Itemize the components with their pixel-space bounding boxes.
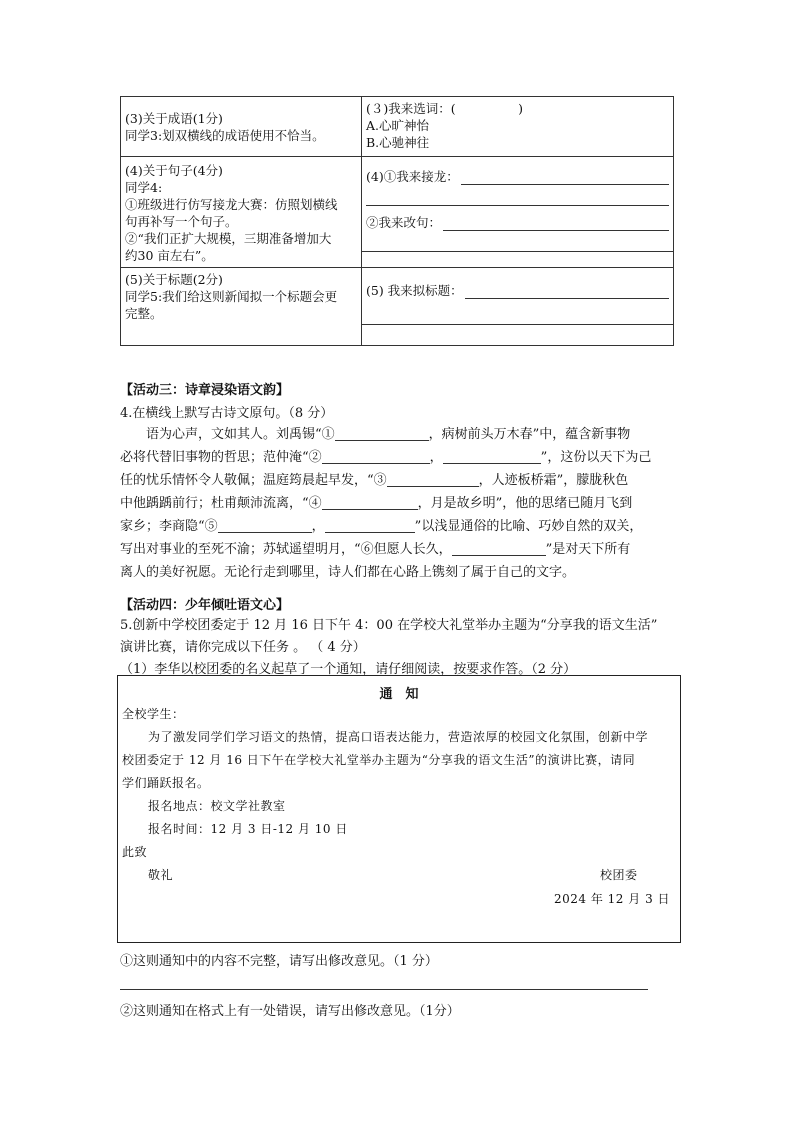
cell-text: ②我来改句： (366, 215, 442, 230)
passage-text: 语为心声，文如其人。刘禹锡“① (146, 427, 335, 442)
cell-text: 句再补写一个句子。 (125, 214, 238, 229)
activity3-heading: 【活动三：诗章浸染语文韵】 (120, 383, 290, 398)
cell-text: 同学3:划双横线的成语使用不恰当。 (125, 128, 325, 143)
cell-text: (4)关于句子(4分) (125, 163, 223, 178)
notice-body-line: 为了激发同学们学习语文的热情，提高口语表达能力，营造浓厚的校园文化氛围，创新中学 (148, 730, 649, 744)
table-cell-sentence (121, 157, 362, 268)
passage-text: 中他踽踽前行；杜甫颠沛流离，“④ (120, 496, 322, 511)
notice-recipient: 全校学生： (122, 707, 185, 721)
cell-text: ①班级进行仿写接龙大赛：仿照划横线 (125, 197, 338, 212)
notice-place: 报名地点：校文学社教室 (148, 799, 286, 813)
passage-text: 离人的美好祝愿。无论行走到哪里，诗人们都在心路上镌刻了属于自己的文字。 (120, 565, 576, 580)
cell-text: (3)关于成语(1分) (125, 111, 223, 126)
blank-4[interactable] (322, 494, 418, 510)
activity3-question: 4.在横线上默写古诗文原句。（8 分） (120, 406, 334, 421)
notice-time: 报名时间：12 月 3 日-12 月 10 日 (148, 822, 348, 836)
notice-title: 通 知 (379, 687, 419, 702)
table-cell-title (121, 268, 362, 346)
answer-line[interactable] (465, 284, 669, 299)
answer-line[interactable] (443, 216, 669, 231)
passage-text: ”是对天下所有 (545, 542, 631, 557)
table-cell-choose-word (362, 97, 674, 157)
notice-body-line: 校团委定于 12 月 16 日下午在学校大礼堂举办主题为“分享我的语文生活”的演讲比赛，请同 (122, 753, 636, 767)
passage-text: ，月是故乡明”，他的思绪已随月飞到 (417, 496, 633, 511)
question-text: 5.创新中学校团委定于 12 月 16 日下午 4：00 在学校大礼堂举办主题为“分享我的语文生活” (120, 618, 658, 633)
blank-2b[interactable] (443, 448, 541, 464)
passage-text: 任的忧乐情怀令人敬佩；温庭筠晨起早发，“③ (120, 473, 387, 488)
cell-text: 同学4: (125, 180, 163, 195)
cell-text: 同学5:我们给这则新闻拟一个标题会更 (125, 289, 338, 304)
question-2: ②这则通知在格式上有一处错误，请写出修改意见。（1分） (120, 1004, 460, 1019)
question-1: ①这则通知中的内容不完整，请写出修改意见。（1 分） (120, 954, 438, 969)
notice-closing: 此致 (122, 845, 148, 859)
passage-text: ，人迹板桥霜”，朦胧秋色 (478, 473, 629, 488)
blank-5a[interactable] (218, 517, 312, 533)
notice-closing: 敬礼 (148, 868, 174, 882)
blank-3[interactable] (387, 471, 479, 487)
blank-6[interactable] (452, 540, 546, 556)
passage-text: 写出对事业的至死不渝；苏轼遥望明月，“⑥但愿人长久， (120, 542, 452, 557)
table-cell-idiom (121, 97, 362, 157)
answer-line[interactable] (362, 231, 673, 252)
cell-text: ②“我们正扩大规模，三期准备增加大 (125, 231, 332, 246)
cell-text: 约30 亩左右”。 (125, 248, 214, 263)
activity4-heading: 【活动四：少年倾吐语文心】 (120, 598, 290, 613)
answer-line[interactable] (461, 170, 669, 185)
question-text: （1）李华以校团委的名义起草了一个通知，请仔细阅读，按要求作答。（2 分） (120, 662, 577, 677)
passage-text: 必将代替旧事物的哲思；范仲淹“② (120, 450, 322, 465)
cell-text: (5) 我来拟标题： (366, 283, 463, 298)
blank-2a[interactable] (322, 448, 430, 464)
option-b: B.心驰神往 (366, 135, 430, 150)
cell-divider (362, 324, 673, 325)
table-cell-answer-title (362, 268, 674, 346)
notice-box (117, 675, 681, 943)
passage-text: ， (429, 450, 443, 465)
passage-text: ”以浅显通俗的比喻、巧妙自然的双关， (414, 519, 643, 534)
poem-passage (120, 423, 680, 584)
notice-body (122, 726, 676, 887)
activity4-question (120, 615, 680, 681)
answer-line[interactable] (366, 185, 669, 206)
passage-text: ，病树前头万木春”中，蕴含新事物 (428, 427, 631, 442)
table-cell-answer-sentence (362, 157, 674, 268)
option-a: A.心旷神怡 (366, 118, 430, 133)
answer-line[interactable] (120, 989, 648, 990)
notice-signature: 校团委 (600, 868, 638, 882)
notice-body-line: 学们踊跃报名。 (122, 776, 210, 790)
passage-text: ， (311, 519, 325, 534)
passage-text: ”，这份以天下为己 (540, 450, 652, 465)
passage-text: 家乡；李商隐“⑤ (120, 519, 218, 534)
blank-5b[interactable] (325, 517, 415, 533)
cell-text: (5)关于标题(2分) (125, 272, 223, 287)
question-text: 演讲比赛，请你完成以下任务 。 （ 4 分） (120, 640, 366, 655)
blank-1[interactable] (335, 425, 429, 441)
question-table (120, 96, 674, 346)
notice-date: 2024 年 12 月 3 日 (554, 892, 671, 906)
cell-text: (4)①我来接龙： (366, 169, 459, 184)
cell-text: (３)我来选词：( ) (366, 101, 524, 116)
cell-text: 完整。 (125, 306, 163, 321)
